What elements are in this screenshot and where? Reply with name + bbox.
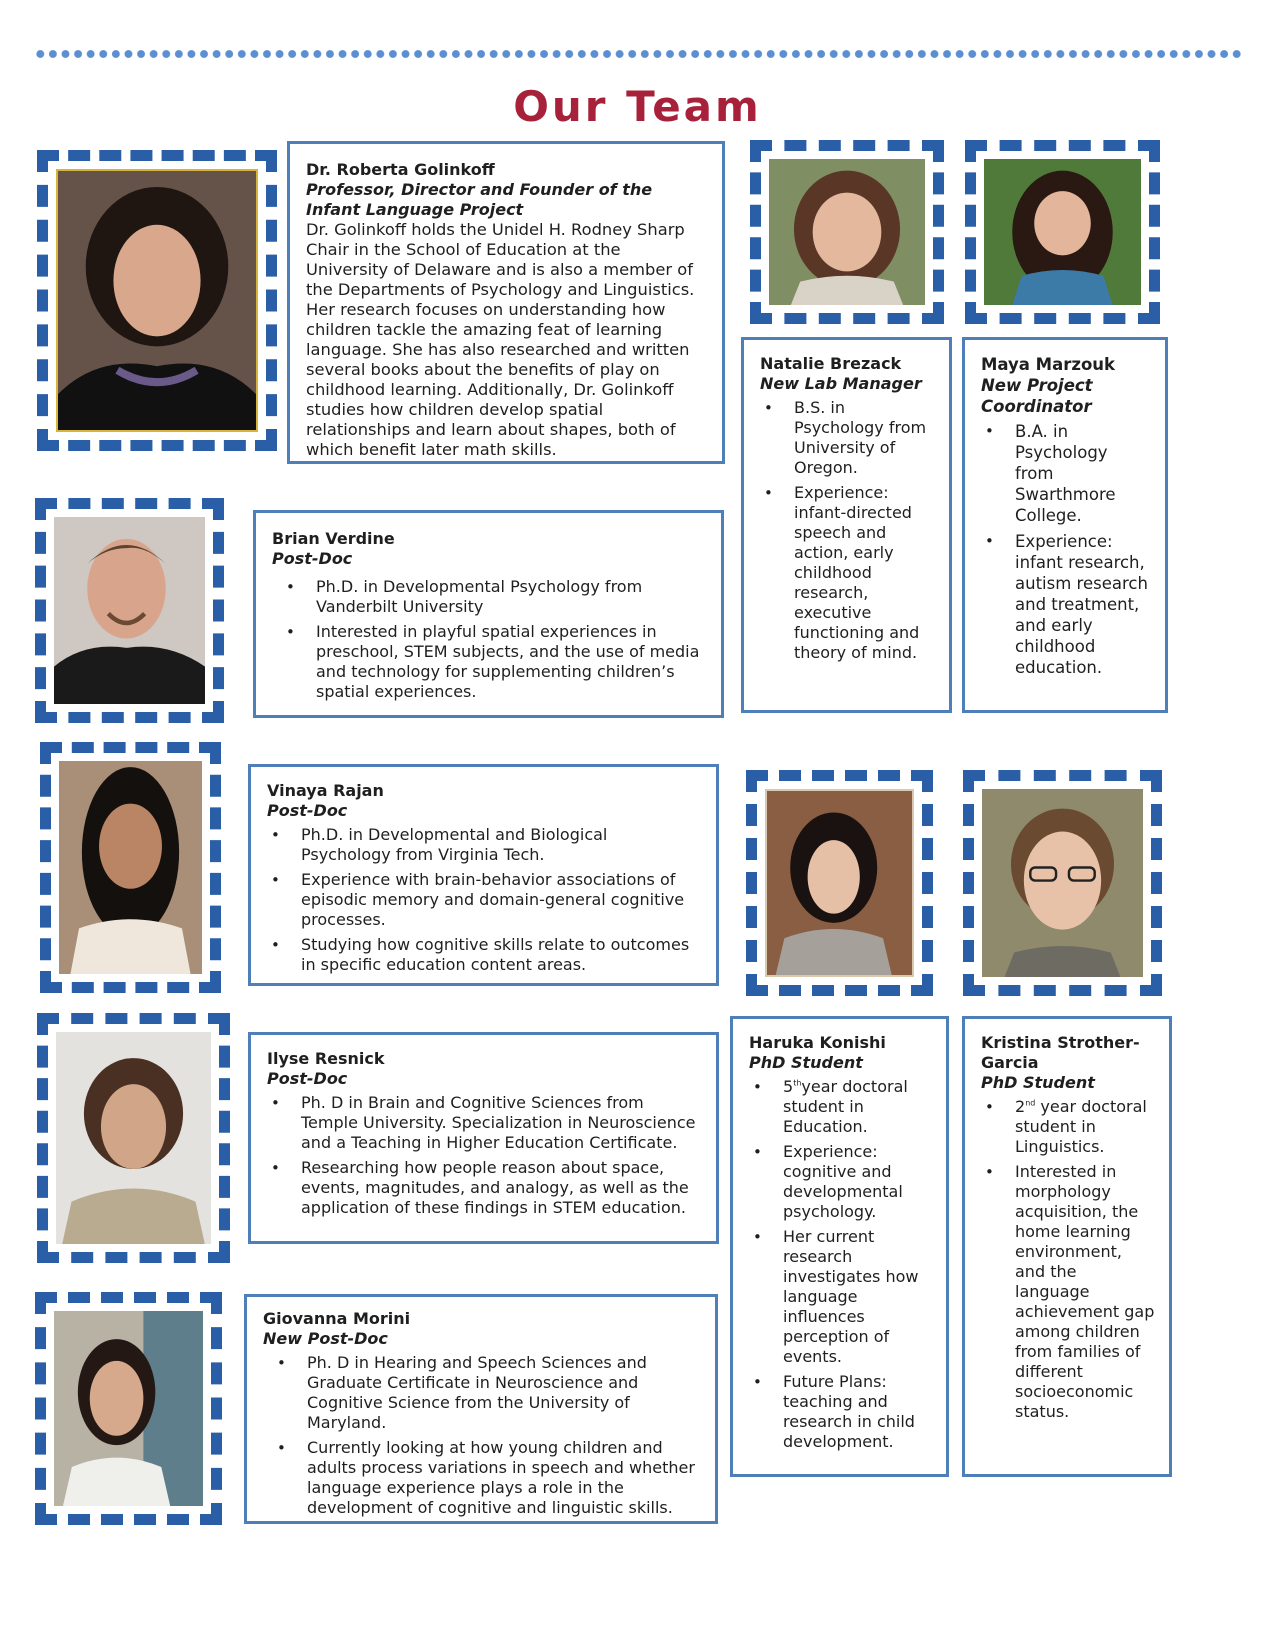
card-strother [962, 1016, 1172, 1477]
member-name: Haruka Konishi [749, 1033, 886, 1052]
photo-frame-marzouk [965, 140, 1160, 324]
bullet-list [263, 1353, 699, 1518]
photo-verdine [54, 517, 205, 704]
list-item: • Experience: cognitive and developmental psychology. [783, 1142, 932, 1222]
photo-rajan [59, 761, 202, 974]
list-item-superscript: nd [1025, 1098, 1036, 1108]
list-item: • Future Plans: teaching and research in child development. [783, 1372, 932, 1452]
member-name: Vinaya Rajan [267, 781, 384, 800]
dotted-divider [34, 49, 1242, 59]
photo-frame-golinkoff [37, 150, 277, 451]
member-role: New Project Coordinator [981, 376, 1093, 416]
photo-strother [982, 789, 1143, 977]
member-name: Ilyse Resnick [267, 1049, 385, 1068]
bullet-list [267, 825, 700, 975]
member-role: Post-Doc [267, 801, 348, 820]
list-item: • Experience with brain-behavior associations of episodic memory and domain-general cognitive processes. [301, 870, 700, 930]
list-item: • Ph.D. in Developmental and Biological Psychology from Virginia Tech. [301, 825, 700, 865]
photo-frame-verdine [35, 498, 224, 723]
photo-frame-strother [963, 770, 1162, 996]
member-name: Giovanna Morini [263, 1309, 411, 1328]
page-title: Our Team [513, 82, 762, 131]
list-item: • Interested in morphology acquisition, the home learning environment, and the language achievement gap among children from families of different socioeconomic status. [1015, 1162, 1155, 1422]
photo-brezack [769, 159, 925, 305]
photo-frame-rajan [40, 742, 221, 993]
photo-konishi [765, 789, 914, 977]
bullet-list [749, 1077, 932, 1452]
member-name: Kristina Strother-Garcia [981, 1033, 1140, 1072]
photo-morini [54, 1311, 203, 1506]
list-item-text: year doctoral student in Education. [783, 1077, 908, 1136]
list-item-text: year doctoral student in Linguistics. [1015, 1097, 1147, 1156]
bullet-list [981, 421, 1151, 678]
member-role: Professor, Director and Founder of the Infant Language Project [306, 180, 653, 219]
member-role: New Lab Manager [760, 374, 922, 393]
list-item: • Studying how cognitive skills relate to outcomes in specific education content areas. [301, 935, 700, 975]
photo-frame-brezack [750, 140, 944, 324]
list-item: • B.S. in Psychology from University of Oregon. [794, 398, 935, 478]
photo-frame-resnick [37, 1013, 230, 1263]
list-item [783, 1077, 932, 1137]
list-item: • Currently looking at how young children and adults process variations in speech and whether language experience plays a role in the development of cognitive and linguistic skills. [307, 1438, 699, 1518]
list-item: • B.A. in Psychology from Swarthmore College. [1015, 421, 1151, 526]
photo-frame-konishi [746, 770, 933, 996]
list-item: • Interested in playful spatial experiences in preschool, STEM subjects, and the use of media and technology for supplementing children’s spatial experiences. [316, 622, 705, 702]
list-item-superscript: th [793, 1078, 802, 1088]
list-item: • Researching how people reason about space, events, magnitudes, and analogy, as well as the application of these findings in STEM education. [301, 1158, 700, 1218]
member-name: Dr. Roberta Golinkoff [306, 160, 495, 179]
card-marzouk [962, 337, 1168, 713]
bullet-list [981, 1097, 1155, 1422]
member-name: Brian Verdine [272, 529, 395, 548]
member-name: Natalie Brezack [760, 354, 902, 373]
card-konishi [730, 1016, 949, 1477]
bullet-list [267, 1093, 700, 1218]
card-golinkoff [287, 141, 725, 464]
card-resnick [248, 1032, 719, 1244]
list-item: • Her current research investigates how language influences perception of events. [783, 1227, 932, 1367]
member-name: Maya Marzouk [981, 355, 1116, 374]
photo-golinkoff [56, 169, 258, 432]
list-item: • Experience: infant-directed speech and action, early childhood research, executive functioning and theory of mind. [794, 483, 935, 663]
list-item-number: 2 [1015, 1097, 1026, 1116]
member-description: Dr. Golinkoff holds the Unidel H. Rodney Sharp Chair in the School of Education at the University of Delaware and is also a member of the Departments of Psychology and Linguistics. Her research focuses on understanding how children tackle the amazing feat of learning language. She has also researched and written several books about the benefits of play on childhood learning. Additionally, Dr. Golinkoff studies how children develop spatial relationships and learn about shapes, both of which benefit later math skills. [306, 220, 695, 459]
photo-resnick [56, 1032, 211, 1244]
member-role: Post-Doc [272, 549, 353, 568]
list-item-number: 5 [783, 1077, 794, 1096]
list-item [1015, 1097, 1155, 1157]
list-item: • Ph. D in Hearing and Speech Sciences and Graduate Certificate in Neuroscience and Cognitive Science from the University of Maryland. [307, 1353, 699, 1433]
member-role: PhD Student [981, 1073, 1095, 1092]
card-brezack [741, 337, 952, 713]
photo-marzouk [984, 159, 1141, 305]
member-role: Post-Doc [267, 1069, 348, 1088]
member-role: PhD Student [749, 1053, 863, 1072]
list-item: • Ph.D. in Developmental Psychology from Vanderbilt University [316, 577, 705, 617]
photo-frame-morini [35, 1292, 222, 1525]
bullet-list [760, 398, 935, 663]
list-item: • Ph. D in Brain and Cognitive Sciences from Temple University. Specialization in Neuroscience and a Teaching in Higher Education Certificate. [301, 1093, 700, 1153]
card-rajan [248, 764, 719, 986]
list-item: • Experience: infant research, autism research and treatment, and early childhood education. [1015, 531, 1151, 678]
member-role: New Post-Doc [263, 1329, 388, 1348]
card-verdine [253, 510, 724, 718]
bullet-list [272, 577, 705, 702]
card-morini [244, 1294, 718, 1524]
